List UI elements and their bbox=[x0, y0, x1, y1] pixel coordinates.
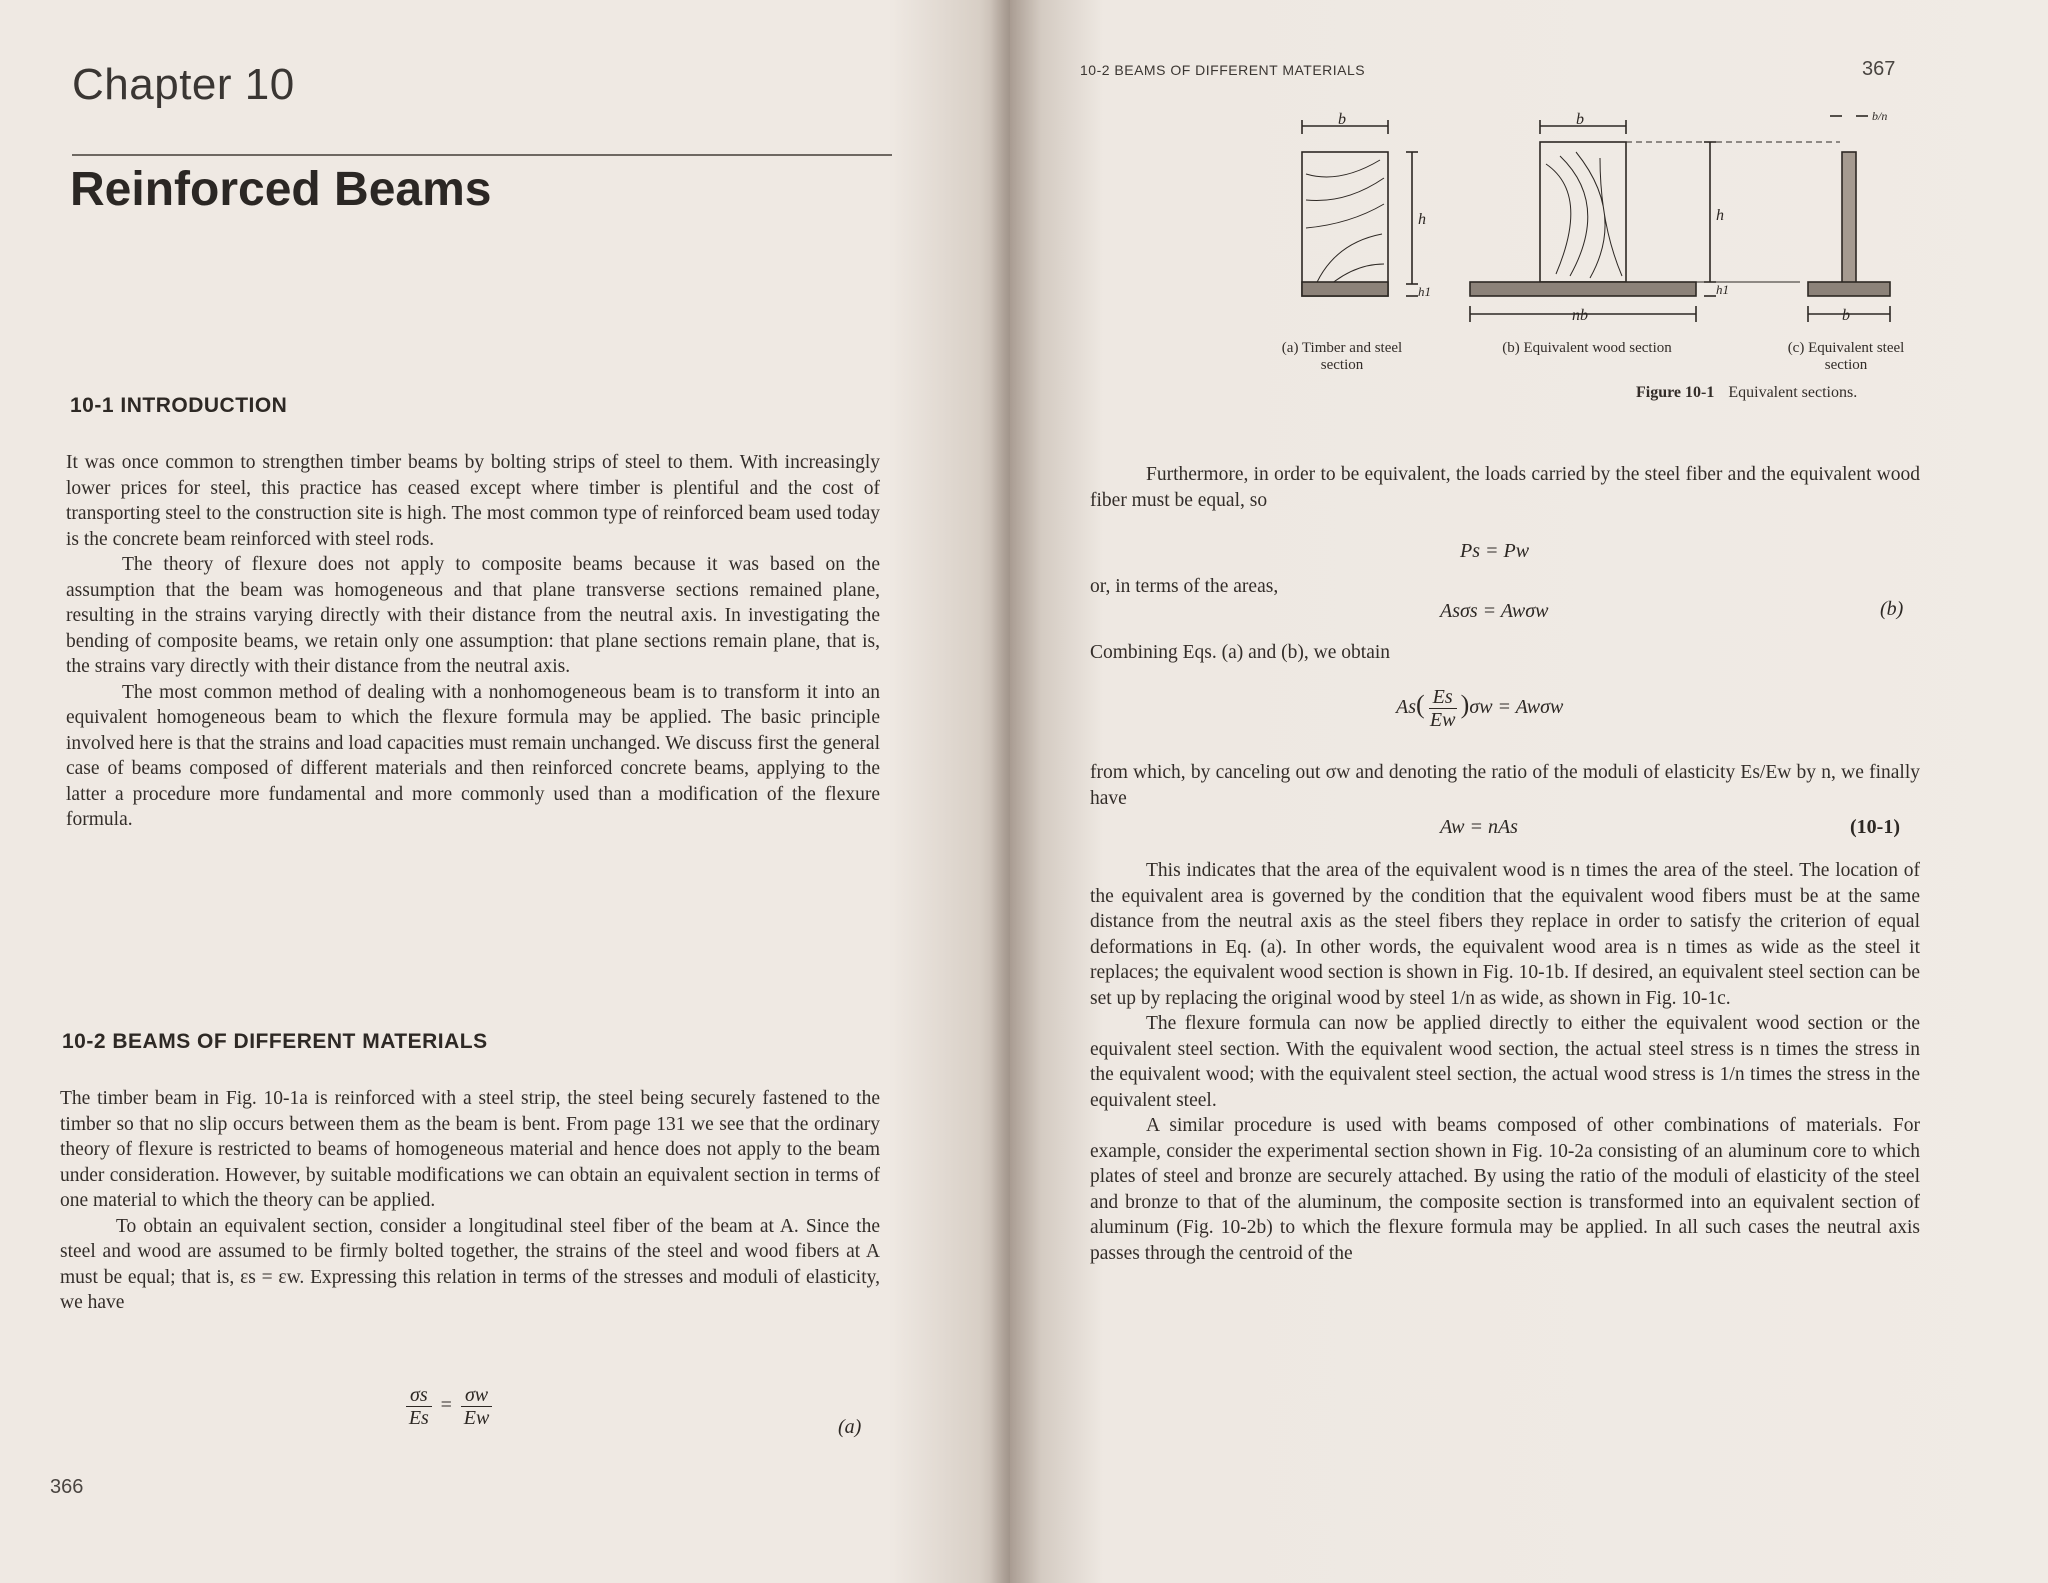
equivalent-wood-strip-b bbox=[1470, 282, 1696, 296]
label-h1-a: h1 bbox=[1418, 284, 1431, 299]
body-continued bbox=[1090, 858, 1920, 1266]
paragraph-p4 bbox=[1090, 760, 1920, 811]
running-head: 10-2 BEAMS OF DIFFERENT MATERIALS bbox=[1080, 62, 1366, 78]
section-heading-introduction: 10-1 INTRODUCTION bbox=[70, 394, 288, 417]
section-heading-beams: 10-2 BEAMS OF DIFFERENT MATERIALS bbox=[62, 1030, 488, 1053]
steel-flange-c bbox=[1808, 282, 1890, 296]
paragraph: The timber beam in Fig. 10-1a is reinforced with a steel strip, the steel being securely fastened to the timber so that no slip occurs between them as the beam is bent. From page 131 we see that the ordinary theory of flexure is restricted to beams of homogeneous material and hence does not apply to the beam under consideration. However, by suitable modifications we can obtain an equivalent section in terms of one material to which the theory can be applied. bbox=[60, 1088, 880, 1211]
introduction-body bbox=[66, 450, 880, 833]
steel-strip-a bbox=[1302, 282, 1388, 296]
label-b-a: b bbox=[1338, 111, 1346, 128]
eq-combined-left: As bbox=[1396, 696, 1416, 719]
paragraph: The flexure formula can now be applied directly to either the equivalent wood section or the equivalent steel section. With the equivalent wood section, the actual steel stress is n times the stress in the equivalent wood; with the equivalent steel section, the actual wood stress is 1/n times the stress in the equivalent steel. bbox=[1090, 1013, 1920, 1111]
steel-web-c bbox=[1842, 152, 1856, 284]
label-h-b: h bbox=[1716, 207, 1724, 224]
figure-title-label: Figure 10-1 bbox=[1636, 384, 1715, 401]
label-nb: nb bbox=[1572, 307, 1588, 324]
eq-a-den-left: Es bbox=[408, 1407, 429, 1429]
paragraph: from which, by canceling out σw and denoting the ratio of the moduli of elasticity Es/Ew by n, we finally have bbox=[1090, 762, 1920, 809]
equation-b-number: (b) bbox=[1880, 598, 1904, 620]
caption-c: (c) Equivalent steel section bbox=[1787, 340, 1905, 373]
label-h1-b: h1 bbox=[1716, 282, 1729, 297]
paragraph: or, in terms of the areas, bbox=[1090, 576, 1279, 597]
label-b-c: b bbox=[1842, 307, 1850, 324]
equation-a: $\frac{\sigma s}{Es}$ = $\frac{\sigma w}{Ew}$ bbox=[402, 1384, 496, 1429]
eq-a-num-left: σs bbox=[406, 1384, 432, 1407]
label-h-a: h bbox=[1418, 211, 1426, 228]
paragraph-p3 bbox=[1090, 640, 1690, 666]
paragraph: This indicates that the area of the equivalent wood is n times the area of the steel. The location of the equivalent area is governed by the condition that the equivalent wood fibers must be at the same distance from the neutral axis as the steel fibers they replace in order to satisfy the criterion of equal deformations in Eq. (a). In other words, the equivalent wood area is n times as wide as the steel it replaces; the equivalent wood section is shown in Fig. 10-1b. If desired, an equivalent steel section can be set up by replacing the original wood by steel 1/n as wide, as shown in Fig. 10-1c. bbox=[1090, 860, 1920, 1009]
paragraph: The most common method of dealing with a nonhomogeneous beam is to transform it into an equivalent homogeneous beam to which the flexure formula may be applied. The basic principle involved here is that the strains and load capacities must remain unchanged. We discuss first the general case of beams composed of different materials and then reinforced concrete beams, applying to the latter a procedure more fundamental and more commonly used than a modification of the flexure formula. bbox=[66, 681, 880, 830]
figure-title bbox=[1636, 384, 1857, 402]
paragraph-p2 bbox=[1090, 574, 1490, 600]
page-number-right: 367 bbox=[1862, 58, 1896, 80]
eq-combined-num: Es bbox=[1429, 686, 1457, 709]
chapter-title: Reinforced Beams bbox=[70, 163, 492, 216]
chapter-rule bbox=[72, 154, 892, 156]
equation-final-number: (10-1) bbox=[1850, 816, 1900, 838]
right-page bbox=[1010, 0, 2048, 1583]
page-number-left: 366 bbox=[50, 1476, 84, 1498]
equation-a-number: (a) bbox=[838, 1416, 862, 1438]
label-b-over-n: b/n bbox=[1872, 109, 1888, 123]
paragraph: It was once common to strengthen timber beams by bolting strips of steel to them. With increasingly lower prices for steel, this practice has ceased except where timber is plentiful and the cost of transporting steel to the construction site is high. The most common type of reinforced beam used today is the concrete beam reinforced with steel rods. bbox=[66, 452, 880, 550]
paragraph: Combining Eqs. (a) and (b), we obtain bbox=[1090, 642, 1391, 663]
figure-title-text: Equivalent sections. bbox=[1728, 384, 1858, 401]
wood-section-b bbox=[1540, 142, 1626, 282]
paragraph: A similar procedure is used with beams composed of other combinations of materials. For example, consider the experimental section shown in Fig. 10-2a consisting of an aluminum core to which plates of steel and bronze are securely attached. By using the ratio of the moduli of elasticity of the steel and bronze to that of the aluminum, the composite section is transformed into an equivalent section of aluminum (Fig. 10-2b) to which the flexure formula may be applied. In all such cases the neutral axis passes through the centroid of the bbox=[1090, 1115, 1920, 1264]
paragraph: To obtain an equivalent section, consider a longitudinal steel fiber of the beam at A. Since the steel and wood are assumed to be firmly bolted together, the strains of the steel and wood fibers at A must be equal; that is, εs = εw. Expressing this relation in terms of the stresses and moduli of elasticity, we have bbox=[60, 1215, 880, 1313]
eq-combined-den: Ew bbox=[1429, 709, 1456, 731]
figure-equivalent-sections bbox=[1260, 104, 1980, 344]
eq-a-num-right: σw bbox=[461, 1384, 492, 1407]
eq-combined-right: σw = Awσw bbox=[1469, 696, 1564, 719]
paragraph-p1 bbox=[1090, 462, 1920, 513]
left-page bbox=[0, 0, 1010, 1583]
equation-areas: Asσs = Awσw bbox=[1440, 600, 1549, 622]
equation-final: Aw = nAs bbox=[1440, 816, 1518, 838]
paragraph: The theory of flexure does not apply to composite beams because it was based on the assumption that the beam was homogeneous and that plane transverse sections remained plane, resulting in the strains varying directly with their distance from the neutral axis. In investigating the bending of composite beams, we retain only one assumption: that plane sections remain plane, that is, the strains vary directly with their distance from the neutral axis. bbox=[66, 554, 880, 677]
paragraph: Furthermore, in order to be equivalent, the loads carried by the steel fiber and the equivalent wood fiber must be equal, so bbox=[1090, 464, 1920, 511]
equation-combined: As( $\frac{Es}{Ew}$ )σw = Awσw bbox=[1396, 686, 1564, 731]
caption-a: (a) Timber and steel section bbox=[1281, 340, 1403, 373]
label-b-b: b bbox=[1576, 111, 1584, 128]
caption-b: (b) Equivalent wood section bbox=[1502, 340, 1672, 356]
equation-ps-pw: Ps = Pw bbox=[1460, 540, 1530, 562]
chapter-label: Chapter 10 bbox=[72, 60, 295, 109]
beams-body bbox=[60, 1086, 880, 1316]
eq-a-den-right: Ew bbox=[463, 1407, 490, 1429]
